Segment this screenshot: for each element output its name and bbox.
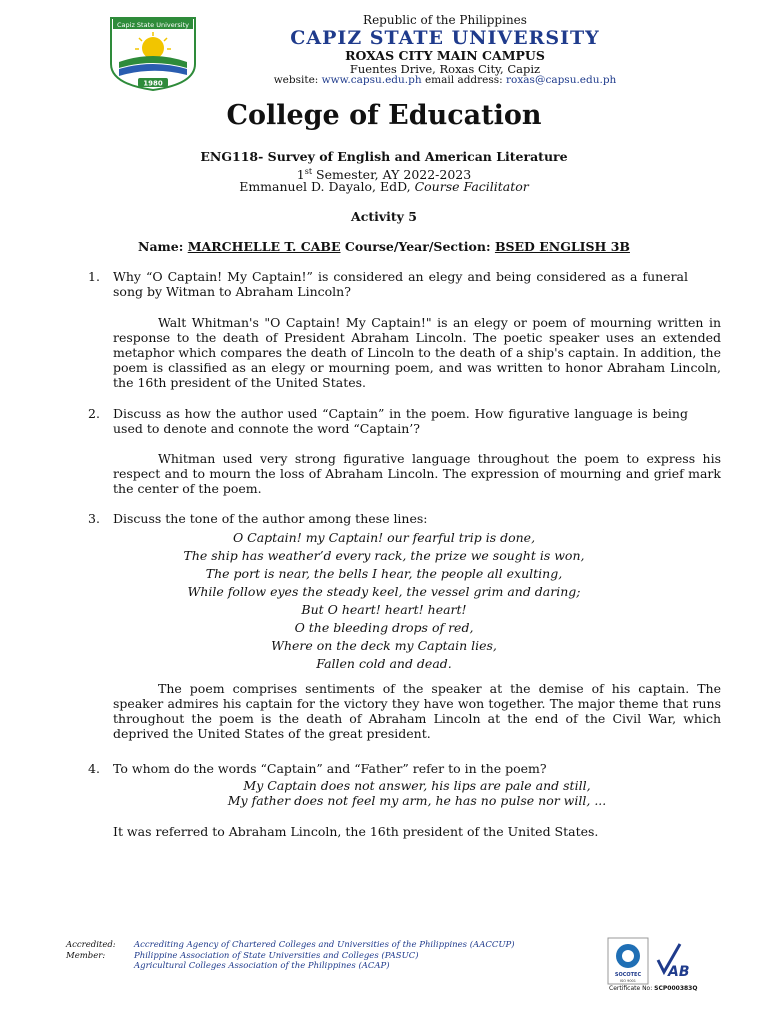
question-number: 4. xyxy=(88,761,100,776)
college-title: College of Education xyxy=(226,100,542,131)
republic-line: Republic of the Philippines xyxy=(363,13,527,27)
university-seal-logo xyxy=(105,12,201,92)
letterhead xyxy=(220,14,670,87)
semester-number: 1 xyxy=(296,167,305,183)
poem-line: Fallen cold and dead. xyxy=(316,656,452,671)
poem-excerpt xyxy=(0,529,768,673)
student-name: MARCHELLE T. CABE xyxy=(187,239,341,254)
question-text: Discuss the tone of the author among these lines: xyxy=(113,511,428,526)
course-title: ENG118- Survey of English and American Literature xyxy=(200,149,568,164)
campus-address: Fuentes Drive, Roxas City, Capiz xyxy=(349,61,541,76)
poem-line: O Captain! my Captain! our fearful trip is done, xyxy=(232,530,536,545)
website-link[interactable]: www.capsu.edu.ph xyxy=(321,74,422,87)
poem-line: While follow eyes the steady keel, the vessel grim and daring; xyxy=(187,584,581,599)
poem-line: My Captain does not answer, his lips are pale and still, xyxy=(243,778,591,793)
question-number: 3. xyxy=(88,511,100,526)
logo-year: 1980 xyxy=(143,79,163,88)
member-label: Member: xyxy=(66,950,106,961)
question-text: Why “O Captain! My Captain!” is considered an elegy and being considered as a funeral song by Witman to Abraham Lincoln? xyxy=(113,269,688,299)
cert-iso: ISO 9001 xyxy=(619,979,637,983)
accredited-label: Accredited: xyxy=(66,940,116,950)
poem-line: Where on the deck my Captain lies, xyxy=(271,638,497,653)
email-link[interactable]: roxas@capsu.edu.ph xyxy=(506,74,617,87)
poem-excerpt xyxy=(113,778,721,808)
question-text: Discuss as how the author used “Captain” in the poem. How figurative language is being used to denote and connote the word “Captain’? xyxy=(113,406,688,436)
logo-top-text: Capiz State University xyxy=(117,21,189,29)
website-label: website: xyxy=(273,74,322,87)
email-label: email address: xyxy=(424,74,507,87)
answer-text: The poem comprises sentiments of the speaker at the demise of his captain. The speaker admires his captain for the victory they have won together. The major theme that runs throughout the poem is the death of Abraham Lincoln at the end of the Civil War, which deprived the United States of the great president. xyxy=(113,681,721,741)
cert-brand: SOCOTEC xyxy=(614,972,642,978)
semester-suffix: st xyxy=(304,167,313,176)
accreditation-line: Accrediting Agency of Chartered Colleges and Universities of the Philippines (AACCUP) xyxy=(134,940,515,950)
membership-line: Philippine Association of State Universities and Colleges (PASUC) xyxy=(134,950,419,961)
question-item xyxy=(88,761,688,776)
question-item xyxy=(88,269,688,299)
question-text: To whom do the words “Captain” and “Father” refer to in the poem? xyxy=(113,761,547,776)
activity-title: Activity 5 xyxy=(351,209,417,224)
poem-line: The port is near, the bells I hear, the people all exulting, xyxy=(205,566,563,581)
poem-line: My father does not feel my arm, he has no pulse nor will, ... xyxy=(227,793,607,808)
cert-ab-mark: AB xyxy=(668,964,690,980)
question-number: 1. xyxy=(88,269,100,284)
answer-text: It was referred to Abraham Lincoln, the 16th president of the United States. xyxy=(113,824,599,839)
student-section: BSED ENGLISH 3B xyxy=(494,239,630,254)
facilitator-line xyxy=(0,179,768,194)
certificate-number: SCP000383Q xyxy=(654,985,698,992)
campus-name: ROXAS CITY MAIN CAMPUS xyxy=(345,48,545,64)
answer-text: Whitman used very strong figurative language throughout the poem to express his respect and to mourn the loss of Abraham Lincoln. The expression of mourning and grief mark the center of the poem. xyxy=(113,451,721,496)
name-label: Name: xyxy=(138,239,188,254)
poem-line: But O heart! heart! heart! xyxy=(301,602,467,617)
question-number: 2. xyxy=(88,406,100,421)
certificate-number-label: Certificate No: xyxy=(609,985,655,992)
certificate-number-line xyxy=(609,985,697,992)
question-item xyxy=(88,511,688,526)
university-name: CAPIZ STATE UNIVERSITY xyxy=(290,27,600,50)
contact-line xyxy=(220,75,670,87)
poem-line: The ship has weather’d every rack, the prize we sought is won, xyxy=(183,548,585,563)
semester-text: Semester, AY 2022-2023 xyxy=(312,167,472,183)
facilitator-name: Emmanuel D. Dayalo, EdD, xyxy=(239,179,415,194)
facilitator-role: Course Facilitator xyxy=(414,179,529,194)
section-label: Course/Year/Section: xyxy=(340,239,495,254)
poem-line: O the bleeding drops of red, xyxy=(294,620,474,635)
student-info-line xyxy=(0,239,768,254)
membership-line: Agricultural Colleges Association of the Philippines (ACAP) xyxy=(134,961,390,971)
question-item xyxy=(88,406,688,436)
certification-badge xyxy=(606,936,726,992)
answer-text: Walt Whitman's "O Captain! My Captain!" is an elegy or poem of mourning written in response to the death of President Abraham Lincoln. The poetic speaker uses an extended metaphor which compares the death of Lincoln to the death of a ship's captain. In addition, the poem is classified as an elegy or mourning poem, and was written to honor Abraham Lincoln, the 16th president of the United States. xyxy=(113,315,721,390)
